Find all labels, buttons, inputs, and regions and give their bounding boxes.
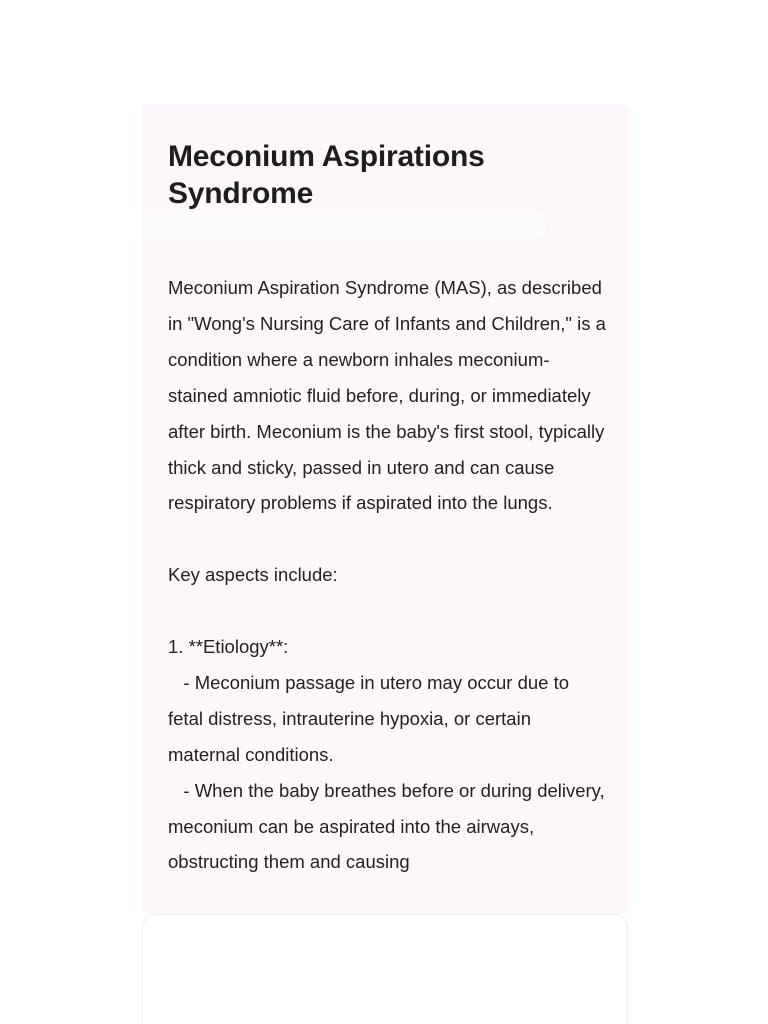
- etiology-bullet: - When the baby breathes before or during delivery, meconium can be aspirated into the airways, obstructing them and causing: [168, 779, 610, 873]
- etiology-bullet: - Meconium passage in utero may occur due to fetal distress, intrauterine hypoxia, or certain maternal conditions.: [168, 671, 575, 765]
- paragraph-gap: [168, 521, 608, 557]
- bottom-panel: [142, 914, 628, 1024]
- paragraph-gap: [168, 593, 608, 629]
- title-divider: [142, 210, 546, 240]
- intro-paragraph: Meconium Aspiration Syndrome (MAS), as described in "Wong's Nursing Care of Infants and Children," is a condition where a newborn inhales meconium-stained amniotic fluid before, during, or immediately after birth. Meconium is the baby's first stool, typically thick and sticky, passed in utero and can cause respiratory problems if aspirated into the lungs.: [168, 277, 606, 514]
- key-aspects-paragraph: Key aspects include:: [168, 564, 338, 586]
- article-title: Meconium Aspirations Syndrome: [168, 140, 485, 210]
- etiology-heading: 1. **Etiology**:: [168, 636, 289, 658]
- article-body: [168, 270, 608, 880]
- article-card: [142, 104, 628, 914]
